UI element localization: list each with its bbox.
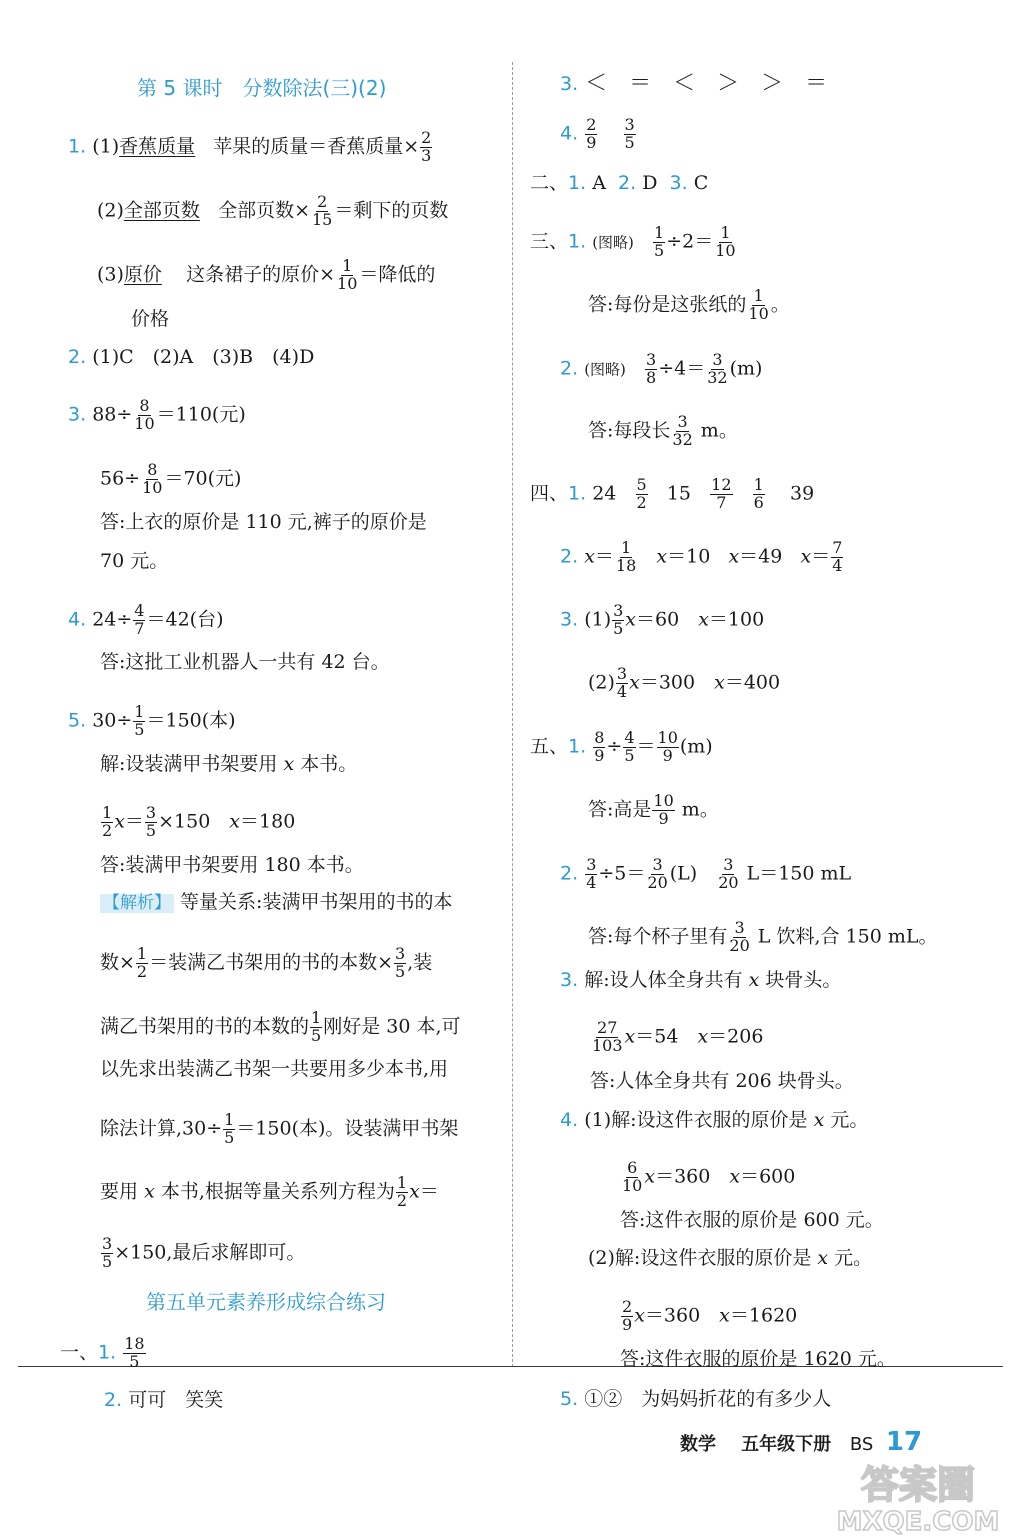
fraction: $\frac{3}{4}$	[586, 855, 597, 892]
q2-line: 2. (1)C (2)A (3)B (4)D	[68, 346, 315, 368]
fraction: $\frac{3}{5}$	[624, 115, 635, 152]
r-s4-line4: (2) $\frac{3}{4}$ x＝300 x＝400	[588, 664, 781, 701]
r-s5-line3: 3. 解:设人体全身共有 x 块骨头。	[560, 969, 842, 991]
fraction: $\frac{1}{5}$	[134, 702, 145, 739]
r-s5-eq3: $\frac{27}{103}$ x＝54 x＝206	[592, 1018, 764, 1055]
r-s5-line2: 2. $\frac{3}{4}$ ÷5＝ $\frac{3}{20}$ (L) $\frac{3}{20}$ L＝150 mL	[560, 855, 852, 892]
fraction: $\frac{3}{20}$	[729, 918, 750, 955]
fraction: $\frac{1}{5}$	[654, 223, 665, 260]
fraction: $\frac{3}{4}$	[616, 664, 628, 701]
fraction: $\frac{1}{10}$	[337, 256, 358, 293]
s1-line1: 一、1. $\frac{18}{5}$	[60, 1334, 145, 1371]
watermark-logo	[818, 1452, 1018, 1536]
r-s5-answer2: 答:每个杯子里有 $\frac{3}{20}$ L 饮料,合 150 mL。	[588, 918, 938, 955]
fraction: $\frac{8}{10}$	[134, 396, 155, 433]
fraction: $\frac{4}{7}$	[134, 601, 145, 638]
fraction: $\frac{2}{3}$	[421, 128, 432, 165]
r-q4-line: 4. $\frac{2}{9}$ $\frac{3}{5}$	[560, 115, 635, 152]
q4-answer: 答:这批工业机器人一共有 42 台。	[100, 651, 390, 673]
r-s3-answer1: 答:每份是这张纸的 $\frac{1}{10}$ 。	[588, 286, 790, 323]
fraction: $\frac{1}{5}$	[224, 1110, 235, 1147]
fraction: $\frac{6}{10}$	[622, 1158, 643, 1195]
r-s4-line1: 四、1. 24 $\frac{5}{2}$ 15 $\frac{12}{7}$ $\frac{1}{6}$ 39	[530, 475, 815, 512]
watermark-text-en: MXQE.COM	[836, 1507, 1000, 1536]
r-s5-answer4a: 答:这件衣服的原价是 600 元。	[620, 1209, 884, 1231]
q5-explain5: 除法计算,30÷ $\frac{1}{5}$ ＝150(本)。设装满甲书架	[100, 1110, 459, 1147]
q1-line4: 价格	[131, 308, 170, 330]
fraction: $\frac{3}{5}$	[613, 601, 624, 638]
fraction: $\frac{8}{9}$	[594, 728, 605, 765]
fraction: $\frac{1}{2}$	[396, 1173, 408, 1210]
q3-answer1: 答:上衣的原价是 110 元,裤子的原价是	[100, 511, 427, 533]
page-number: 17	[885, 1427, 923, 1457]
q1-line3: (3)原价 这条裙子的原价× $\frac{1}{10}$ ＝降低的	[97, 256, 436, 293]
fraction: $\frac{7}{4}$	[832, 538, 843, 575]
r-s5-answer1: 答:高是 $\frac{10}{9}$ m。	[588, 791, 719, 828]
s1-line2: 2. 可可 笑笑	[104, 1389, 224, 1411]
fraction: $\frac{10}{9}$	[653, 791, 674, 828]
fraction: $\frac{1}{10}$	[748, 286, 769, 323]
r-s3-line1: 三、1. (图略) $\frac{1}{5}$ ÷2＝ $\frac{1}{10}$	[530, 223, 736, 260]
r-s5-eq4b: $\frac{2}{9}$ x＝360 x＝1620	[622, 1297, 798, 1334]
fraction: $\frac{2}{15}$	[311, 192, 333, 229]
page-footer: 数学 五年级下册 BS 17	[680, 1427, 923, 1457]
fraction: $\frac{3}{5}$	[102, 1234, 113, 1271]
r-s5-line4b: (2)解:设这件衣服的原价是 x 元。	[588, 1247, 873, 1269]
fraction: $\frac{2}{9}$	[586, 115, 597, 152]
q3-answer2: 70 元。	[100, 550, 169, 572]
fraction: $\frac{1}{5}$	[311, 1008, 322, 1045]
r-s5-answer4b: 答:这件衣服的原价是 1620 元。	[620, 1348, 896, 1370]
q3-line2: 56÷ $\frac{8}{10}$ ＝70(元)	[100, 460, 242, 497]
r-s5-eq4: $\frac{6}{10}$ x＝360 x＝600	[622, 1158, 796, 1195]
fraction: $\frac{3}{8}$	[646, 350, 657, 387]
q5-line1: 5. 30÷ $\frac{1}{5}$ ＝150(本)	[68, 702, 236, 739]
fraction: $\frac{1}{10}$	[715, 223, 736, 260]
r-s4-line3: 3. (1) $\frac{3}{5}$ x＝60 x＝100	[560, 601, 765, 638]
fraction: $\frac{1}{2}$	[102, 803, 113, 840]
lesson-heading: 第 5 课时 分数除法(三)(2)	[137, 76, 387, 100]
r-s5-line4: 4. (1)解:设这件衣服的原价是 x 元。	[560, 1109, 869, 1131]
fraction: $\frac{1}{2}$	[136, 944, 148, 981]
q4-line1: 4. 24÷ $\frac{4}{7}$ ＝42(台)	[68, 601, 224, 638]
q5-explain7: $\frac{3}{5}$ ×150,最后求解即可。	[102, 1234, 306, 1271]
unit-heading: 第五单元素养形成综合练习	[146, 1290, 386, 1314]
r-s5-line1: 五、1. $\frac{8}{9}$ ÷ $\frac{4}{5}$ ＝ $\frac{10}{9}$ (m)	[530, 728, 713, 765]
q1-line1: 1. (1)香蕉质量 苹果的质量＝香蕉质量× $\frac{2}{3}$	[68, 128, 432, 165]
q5-explain6: 要用 x 本书,根据等量关系列方程为 $\frac{1}{2}$ x＝	[100, 1173, 439, 1210]
r-q3-line: 3. ＜ ＝ ＜ ＞ ＞ ＝	[560, 71, 828, 96]
fraction: $\frac{3}{32}$	[672, 412, 693, 449]
q3-line1: 3. 88÷ $\frac{8}{10}$ ＝110(元)	[68, 396, 246, 433]
q5-answer: 答:装满甲书架要用 180 本书。	[100, 854, 364, 876]
fraction: $\frac{4}{5}$	[624, 728, 635, 765]
r-s5-line5: 5. ①② 为妈妈折花的有多少人	[560, 1388, 832, 1410]
fraction: $\frac{3}{20}$	[647, 855, 668, 892]
column-divider	[512, 62, 513, 1367]
fraction: $\frac{3}{5}$	[145, 803, 157, 840]
r-s5-answer3: 答:人体全身共有 206 块骨头。	[590, 1070, 854, 1092]
q5-explain1: 【解析】 等量关系:装满甲书架用的书的本	[100, 893, 452, 913]
r-s3-line2: 2. (图略) $\frac{3}{8}$ ÷4＝ $\frac{3}{32}$ (m)	[560, 350, 763, 387]
fraction: $\frac{1}{18}$	[615, 538, 637, 575]
q5-solve: 解:设装满甲书架要用 x 本书。	[100, 753, 358, 775]
fraction: $\frac{18}{5}$	[124, 1334, 145, 1371]
r-s3-answer2: 答:每段长 $\frac{3}{32}$ m。	[588, 412, 738, 449]
fraction: $\frac{3}{20}$	[718, 855, 739, 892]
q5-explain4: 以先求出装满乙书架一共要用多少本书,用	[100, 1058, 449, 1080]
r-s4-line2: 2. x＝ $\frac{1}{18}$ x＝10 x＝49 x＝ $\frac{7}{4}$	[560, 538, 843, 575]
r-s2-line: 二、1. A 2. D 3. C	[530, 172, 709, 194]
q5-equation: $\frac{1}{2}$ x＝ $\frac{3}{5}$ ×150 x＝180	[102, 803, 296, 840]
fraction: $\frac{8}{10}$	[142, 460, 163, 497]
fraction: $\frac{10}{9}$	[657, 728, 678, 765]
fraction: $\frac{3}{5}$	[395, 944, 406, 981]
analysis-tag: 【解析】	[100, 894, 174, 913]
fraction: $\frac{2}{9}$	[622, 1297, 633, 1334]
fraction: $\frac{12}{7}$	[711, 475, 732, 512]
q1-line2: (2)全部页数 全部页数× $\frac{2}{15}$ ＝剩下的页数	[97, 192, 449, 229]
fraction: $\frac{27}{103}$	[592, 1018, 623, 1055]
q5-explain3: 满乙书架用的书的本数的 $\frac{1}{5}$ 刚好是 30 本,可	[100, 1008, 461, 1045]
q5-explain2: 数× $\frac{1}{2}$ ＝装满乙书架用的书的本数× $\frac{3}{5}$ ,装	[100, 944, 433, 981]
fraction: $\frac{1}{6}$	[753, 475, 764, 512]
fraction: $\frac{3}{32}$	[707, 350, 728, 387]
fraction: $\frac{5}{2}$	[636, 475, 647, 512]
watermark-text-cn: 答案圈	[860, 1463, 976, 1507]
